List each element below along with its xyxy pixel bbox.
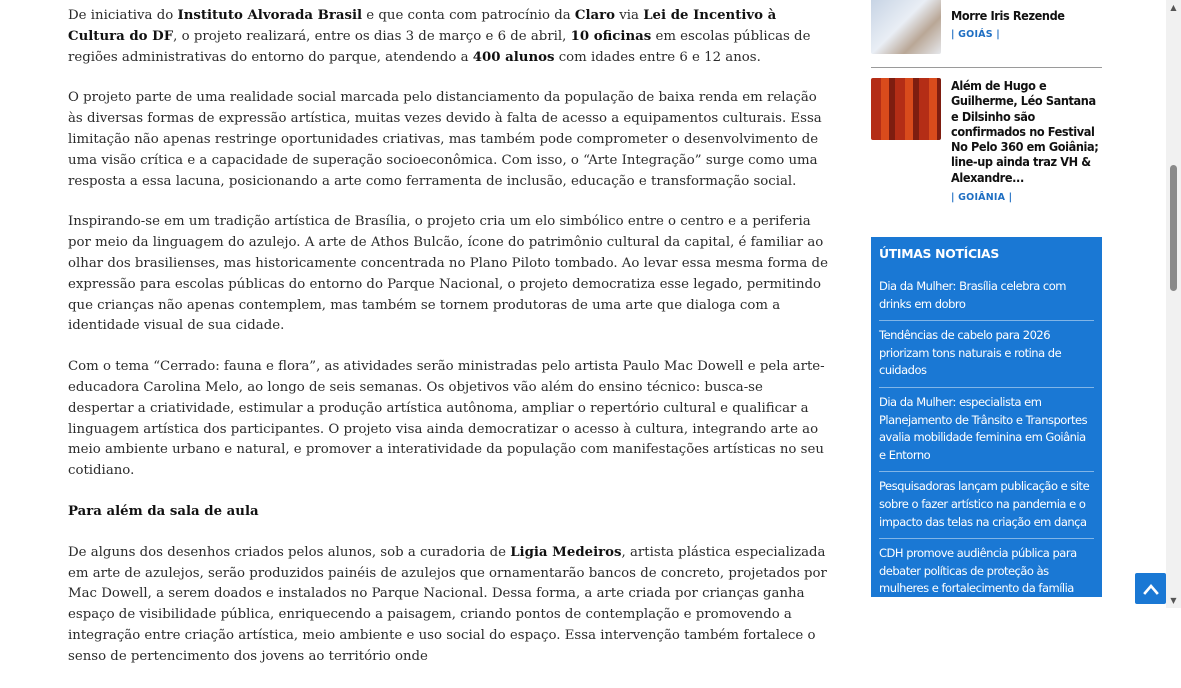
related-title[interactable]: Além de Hugo e Guilherme, Léo Santana e Dilsinho são confirmados no Festival No Pelo 360 em Goiânia; line-up ainda traz VH & Alexandre... — [951, 78, 1099, 185]
related-thumbnail[interactable] — [871, 0, 941, 54]
article-subheading: Para além da sala de aula — [68, 503, 259, 519]
related-item[interactable] — [871, 78, 1103, 203]
bold-text: 400 alunos — [472, 49, 555, 65]
text: De alguns dos desenhos criados pelos alunos, sob a curadoria de — [68, 544, 511, 560]
text: com idades entre 6 e 12 anos. — [554, 49, 761, 65]
text: De iniciativa do — [68, 8, 178, 23]
divider — [871, 67, 1102, 68]
latest-news-item[interactable]: CDH promove audiência pública para debater políticas de proteção às mulheres e fortalecimento da família — [879, 546, 1077, 596]
latest-news-box — [871, 237, 1102, 597]
bold-text: Ligia Medeiros — [510, 544, 622, 560]
article-paragraph-3: Inspirando-se em um tradição artística de Brasília, o projeto cria um elo simbólico entre o centro e a periferia por meio da linguagem do azulejo. A arte de Athos Bulcão, ícone do patrimônio cultural da capital, é familiar ao olhar dos brasilienses, mas historicamente concentrada no Plano Piloto tombado. Ao levar essa mesma forma de expressão para escolas públicas do entorno do Parque Nacional, o projeto democratiza esse legado, permitindo que crianças não apenas contemplem, mas também se tornem produtoras de uma arte que dialoga com a identidade visual de sua cidade. — [68, 214, 828, 334]
related-title[interactable]: Morre Iris Rezende — [951, 8, 1065, 23]
text: , o projeto realizará, entre os dias 3 de março e 6 de abril, — [173, 28, 571, 44]
article-paragraph-4: Com o tema “Cerrado: fauna e flora”, as atividades serão ministradas pelo artista Paulo Mac Dowell e pela arte-educadora Carolina Melo, ao longo de seis semanas. Os objetivos vão além do ensino técnico: busca-se despertar a criatividade, estimular a produção artística autônoma, ampliar o repertório cultural e qualificar a linguagem artística dos participantes. O projeto visa ainda democratizar o acesso à cultura, integrando arte ao meio ambiente urbano e natural, e promover a interatividade da população com manifestações artísticas no seu cotidiano. — [68, 359, 825, 479]
latest-news-item[interactable]: Dia da Mulher: especialista em Planejamento de Trânsito e Transportes avalia mobilidade feminina em Goiânia e Entorno — [879, 388, 1094, 472]
latest-news-item[interactable]: Dia da Mulher: Brasília celebra com drinks em dobro — [879, 272, 1094, 321]
article-paragraph-1 — [68, 6, 832, 68]
text: via — [615, 8, 644, 23]
article-paragraph-2: O projeto parte de uma realidade social marcada pelo distanciamento da população de baixa renda em relação às diversas formas de expressão artística, muitas vezes devido à falta de acesso a equipamentos culturais. Essa limitação não apenas restringe oportunidades criativas, mas também pode comprometer o desenvolvimento de uma visão crítica e a capacidade de superação socioeconômica. Com isso, o “Arte Integração” surge como uma resposta a essa lacuna, posicionando a arte como ferramenta de inclusão, educação e transformação social. — [68, 90, 822, 189]
related-thumbnail[interactable] — [871, 78, 941, 140]
related-item[interactable] — [871, 0, 1103, 56]
latest-news-item[interactable]: Tendências de cabelo para 2026 priorizam tons naturais e rotina de cuidados — [879, 321, 1094, 388]
article-body — [68, 6, 832, 688]
scroll-up-arrow[interactable]: ▲ — [1170, 3, 1177, 12]
latest-news-header: ÚTIMAS NOTÍCIAS — [879, 246, 999, 261]
bold-text: Lei de Incentivo à Cultura do DF — [68, 8, 777, 44]
text: e que conta com patrocínio da — [362, 8, 575, 23]
chevron-up-icon — [1143, 583, 1159, 595]
bold-text: Claro — [574, 8, 616, 23]
scrollbar[interactable] — [1166, 0, 1181, 608]
scrollbar-thumb[interactable] — [1170, 165, 1177, 291]
related-category[interactable]: | GOIÂNIA | — [951, 192, 1013, 204]
bold-text: Instituto Alvorada Brasil — [177, 8, 363, 23]
back-to-top-button[interactable] — [1135, 573, 1166, 604]
bold-text: 10 oficinas — [570, 28, 652, 44]
text: , artista plástica especializada em arte de azulejos, serão produzidos painéis de azulejos que ornamentarão bancos de concreto, projetados por Mac Dowell, a serem doados e instalados no Parque Nacional. Dessa forma, a arte criada por crianças ganha espaço de visibilidade pública, enriquecendo a paisagem, criando pontos de contemplação e promovendo a integração entre criação artística, meio ambiente e uso social do espaço. Essa intervenção também fortalece o senso de pertencimento dos jovens ao território onde — [68, 544, 827, 664]
latest-news-item[interactable]: Pesquisadoras lançam publicação e site sobre o fazer artístico na pandemia e o impacto das telas na criação em dança — [879, 472, 1094, 539]
text: em escolas públicas de regiões administrativas do entorno do parque, atendendo a — [68, 28, 811, 65]
article-paragraph-5 — [68, 543, 832, 668]
sidebar-related — [871, 0, 1103, 203]
related-category[interactable]: | GOIÁS | — [951, 29, 1000, 41]
scroll-down-arrow[interactable]: ▼ — [1170, 596, 1177, 605]
